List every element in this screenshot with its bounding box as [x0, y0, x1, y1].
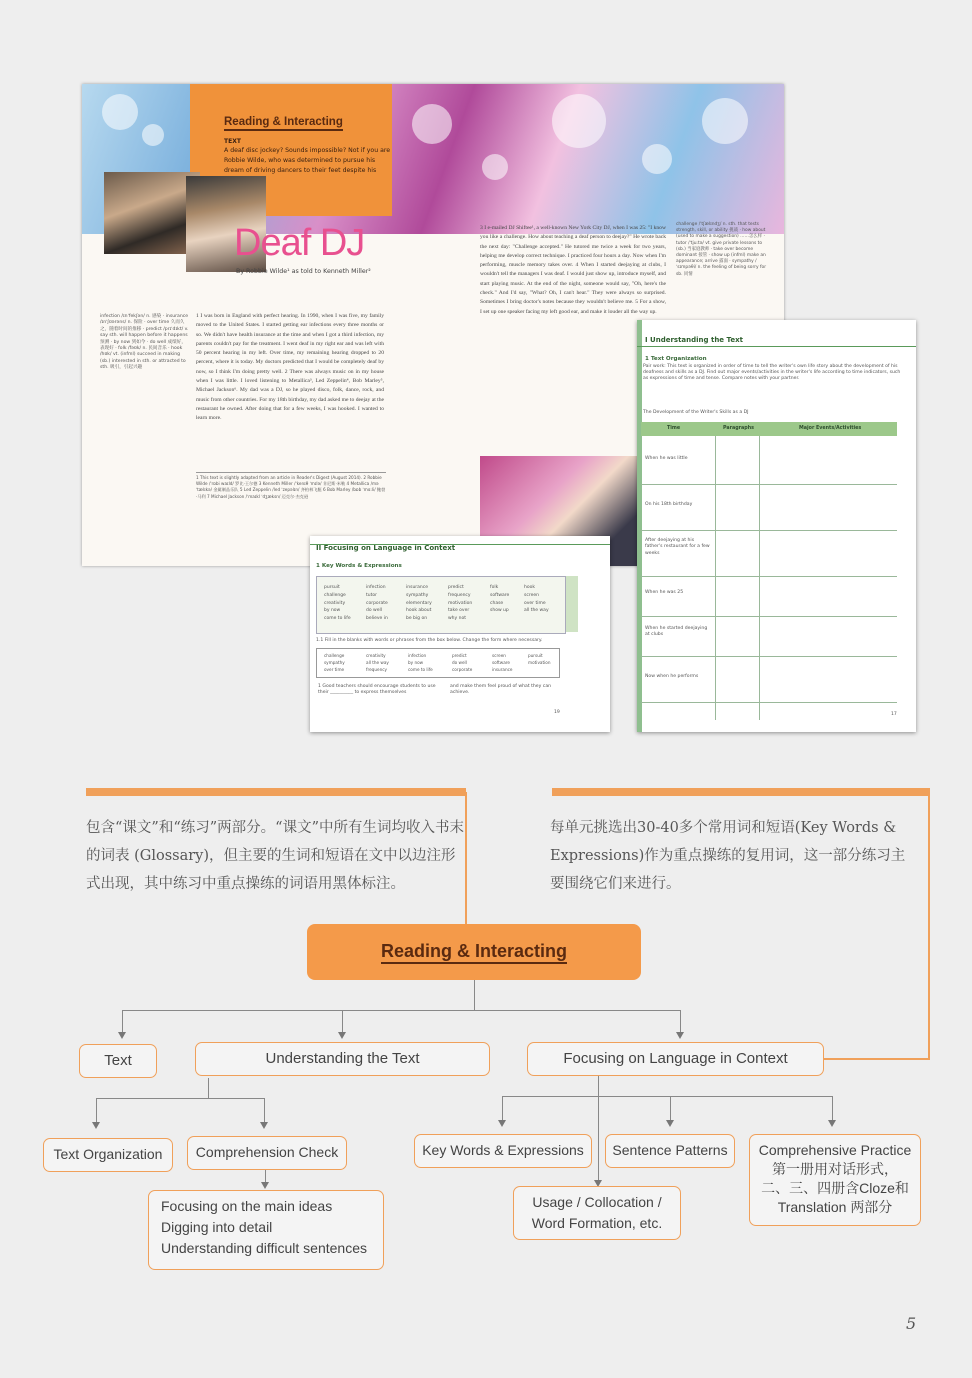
table-row: Now when he performs — [641, 656, 897, 703]
annotation-bar-right — [552, 788, 930, 796]
glossary-margin-left: infection /ɪnˈfekʃən/ n. 感染 · insurance /ɪnˈʃʊərəns/ n. 保险 · over time 久而久之，随着时间的推移 · predict /prɪˈdɪkt/ v. say sth. will happen before it happens 预测 · by now 到如今 · do well 成绩好，表现好 · folk /fəʊk/ n. 民间音乐 · hook /hʊk/ vt. (infml) succeed in making (sb.) interested in sth. or attracted to sth. 吸引，引起兴趣 — [100, 314, 189, 371]
table-header-time: Time — [667, 426, 681, 431]
kw-column: insurance sympathy elementary hook about be big on — [406, 585, 432, 622]
spread-section-title: Reading & Interacting — [224, 116, 343, 131]
table-row: When he was little — [641, 438, 897, 485]
kw-column: pursuit challenge creativity by now come to life — [324, 585, 351, 622]
kw-column: hook screen over time all the way — [524, 585, 549, 614]
und-section-title: I Understanding the Text — [645, 336, 743, 344]
exercise-word-box — [316, 648, 560, 678]
comprehensive-line-3: Translation 两部分 — [777, 1199, 893, 1215]
table-row: When he was 25 — [641, 576, 897, 617]
article-title: Deaf DJ — [234, 222, 365, 264]
byline: By Robbie Wilde¹ as told to Kenneth Miller² — [236, 268, 371, 275]
root-node-label: Reading & Interacting — [307, 924, 641, 980]
node-usage-collocation — [513, 1186, 681, 1240]
ex-column: predict do well corporate — [452, 653, 473, 672]
annotation-bar-left — [86, 788, 466, 796]
question-1: 1 Good teachers should encourage students to use their __________ to express themselves — [318, 684, 436, 696]
ex-column: pursuit motivation — [528, 653, 551, 665]
glossary-margin-right: challenge /ˈtʃælɪndʒ/ n. sth. that tests strength, skill, or ability 挑战 · how about (used to make a suggestion) ……怎么样 · tutor /ˈtjuːtə/ vt. give private lessons to (sb.) 当家庭教师 · take over become dominant 接管 · show up (infml) make an appearance; arrive 露面 · sympathy /ˈsɪmpəθi/ n. the feeling of being sorry for sb. 同情 — [676, 222, 767, 277]
table-header-events: Major Events/Activities — [799, 426, 862, 431]
node-understanding-the-text: Understanding the Text — [195, 1042, 490, 1076]
article-column-2: 3 I e-mailed DJ Shiftee¹, a well-known New York City DJ, when I was 25: "I know you like a challenge. How about teaching a deaf person to deejay?" He wrote back the next day: "Challenge accepted." He tutored me twice a week for two years, helping me develop correct technique. I practiced four hours a day. Now when I'm performing, muscle memory takes over. 4 When I started deejaying at clubs, I wouldn't tell the managers I was deaf. I would just show up, introduce myself, and start playing music. At the end of the night, someone would say, "Oh, here's the check." And I'd say, "What? Oh, I can't hear." They were always so surprised. Sometimes I bring doctor's notes because they wouldn't believe me. 5 For a show, I set up one speaker facing my left good ear, and make it louder all the way up. — [480, 225, 666, 315]
node-sentence-patterns: Sentence Patterns — [605, 1134, 735, 1168]
annotation-left: 包含“课文”和“练习”两部分。“课文”中所有生词均收入书末的词表 (Glossary)，但主要的生词和短语在文中以边注形式出现，其中练习中重点操练的词语用黑体标注。 — [86, 820, 464, 892]
node-comprehension-check: Comprehension Check — [187, 1136, 347, 1170]
connector-line — [823, 1058, 930, 1060]
text-label: TEXT — [224, 138, 241, 145]
footnotes: 1 This text is slightly adapted from an article in Reader's Digest (August 2014). 2 Robbie Wilde /ˈrɒbi waɪld/ 罗比·王尔德 3 Kenneth Miller /ˈkenɪθ ˈmɪlə/ 肯尼斯·米勒 4 Metallica /məˈtælɪkə/ 金属制品乐队 5 Led Zeppelin /led ˈzepəlɪn/ 齐柏林飞艇 6 Bob Marley /bɒb ˈmɑːli/ 鲍勃·马利 7 Michael Jackson /ˈmaɪkl ˈdʒæksn/ 迈克尔·杰克逊 — [196, 472, 386, 500]
spread-intro: A deaf disc jockey? Sounds impossible? Not if you are Robbie Wilde, who was determined to pursue his dream of driving dancers to their feet despite his — [224, 147, 391, 174]
kw-column: infection tutor corporate do well believe in — [366, 585, 388, 622]
key-words-side-tab — [566, 576, 578, 632]
pair-work-instruction: Pair work: This text is organized in order of time to tell the writer's own life story about the development of his deafness and skills as a DJ. Find out major events/activities in the writer's life according to time indicators, such as expressions of time and tense. Compare notes with your partner. — [643, 364, 901, 382]
usage-line-2: Word Formation, etc. — [531, 1215, 663, 1231]
connector-line — [465, 792, 467, 924]
node-text: Text — [79, 1044, 157, 1078]
node-comprehensive-practice — [749, 1134, 921, 1226]
focusing-language-page — [310, 536, 610, 732]
article-column-1: 1 I was born in England with perfect hearing. In 1990, when I was five, my family moved to the United States. I started getting ear infections every three months or so. We didn't have health insurance at the time and when I got a third infection, my parents couldn't pay for the treatment. I went deaf in my right ear and was left with 50 percent hearing in my left. Over time, my remaining hearing dropped to 20 percent, where it is today. My doctors predicted that I would be completely deaf by now, so I think I'm doing pretty well. 2 There was always music on in my house when I was little. I loved listening to Metallica³, Led Zeppelin⁴, Bob Marley⁵, Michael Jackson⁶. My dad was a DJ, so he played disco, folk, dance, rock, and music from other countries. For my 18th birthday, my dad asked me to deejay at the restaurant he owned. After doing that for a few weeks, I was hooked. I wanted to learn more. — [196, 313, 384, 422]
ex-column: challenge sympathy over time — [324, 653, 345, 672]
page-number: 5 — [906, 1314, 917, 1333]
kw-column: folk software chase show up — [490, 585, 510, 614]
table-row: On his 18th birthday — [641, 484, 897, 531]
exercise-instruction: 1.1 Fill in the blanks with words or phrases from the box below. Change the form where necessary. — [316, 638, 543, 643]
lang-section-title: II Focusing on Language in Context — [316, 544, 456, 552]
annotation-right: 每单元挑选出30-40多个常用词和短语(Key Words & Expressions)作为重点操练的复用词，这一部分练习主要围绕它们来进行。 — [550, 820, 906, 892]
ex-column: infection by now come to life — [408, 653, 433, 672]
understanding-text-page — [637, 320, 916, 732]
key-words-subtitle: 1 Key Words & Expressions — [316, 563, 402, 569]
connector-line — [928, 792, 930, 1060]
text-organization-subtitle: 1 Text Organization — [645, 356, 707, 362]
node-focusing-on-language: Focusing on Language in Context — [527, 1042, 824, 1076]
node-comprehension-detail — [148, 1190, 384, 1270]
question-1-cont: and make them feel proud of what they can achieve. — [450, 684, 552, 696]
node-text-organization: Text Organization — [43, 1138, 173, 1172]
und-page-number: 17 — [891, 712, 897, 717]
detail-difficult-sentences: Understanding difficult sentences — [161, 1240, 367, 1256]
comprehensive-line-2: 二、三、四册含Cloze和 — [761, 1180, 909, 1196]
table-row: When he started deejaying at clubs — [641, 616, 897, 657]
ex-column: screen software insurance — [492, 653, 513, 672]
usage-line-1: Usage / Collocation / — [532, 1194, 662, 1210]
comprehensive-line-1: 第一册用对话形式， — [772, 1161, 898, 1177]
kw-column: predict frequency motivation take over why not — [448, 585, 473, 622]
lang-page-number: 19 — [554, 710, 560, 715]
ex-column: creativity all the way frequency — [366, 653, 389, 672]
table-row: After deejaying at his father's restaurant for a few weeks — [641, 530, 897, 577]
comprehensive-practice-title: Comprehensive Practice — [758, 1142, 912, 1158]
table-header-paragraphs: Paragraphs — [723, 426, 754, 431]
table-caption: The Development of the Writer's Skills as a DJ — [643, 410, 749, 415]
detail-digging: Digging into detail — [161, 1219, 273, 1235]
detail-main-ideas: Focusing on the main ideas — [161, 1198, 333, 1214]
node-key-words-expressions: Key Words & Expressions — [414, 1134, 592, 1168]
